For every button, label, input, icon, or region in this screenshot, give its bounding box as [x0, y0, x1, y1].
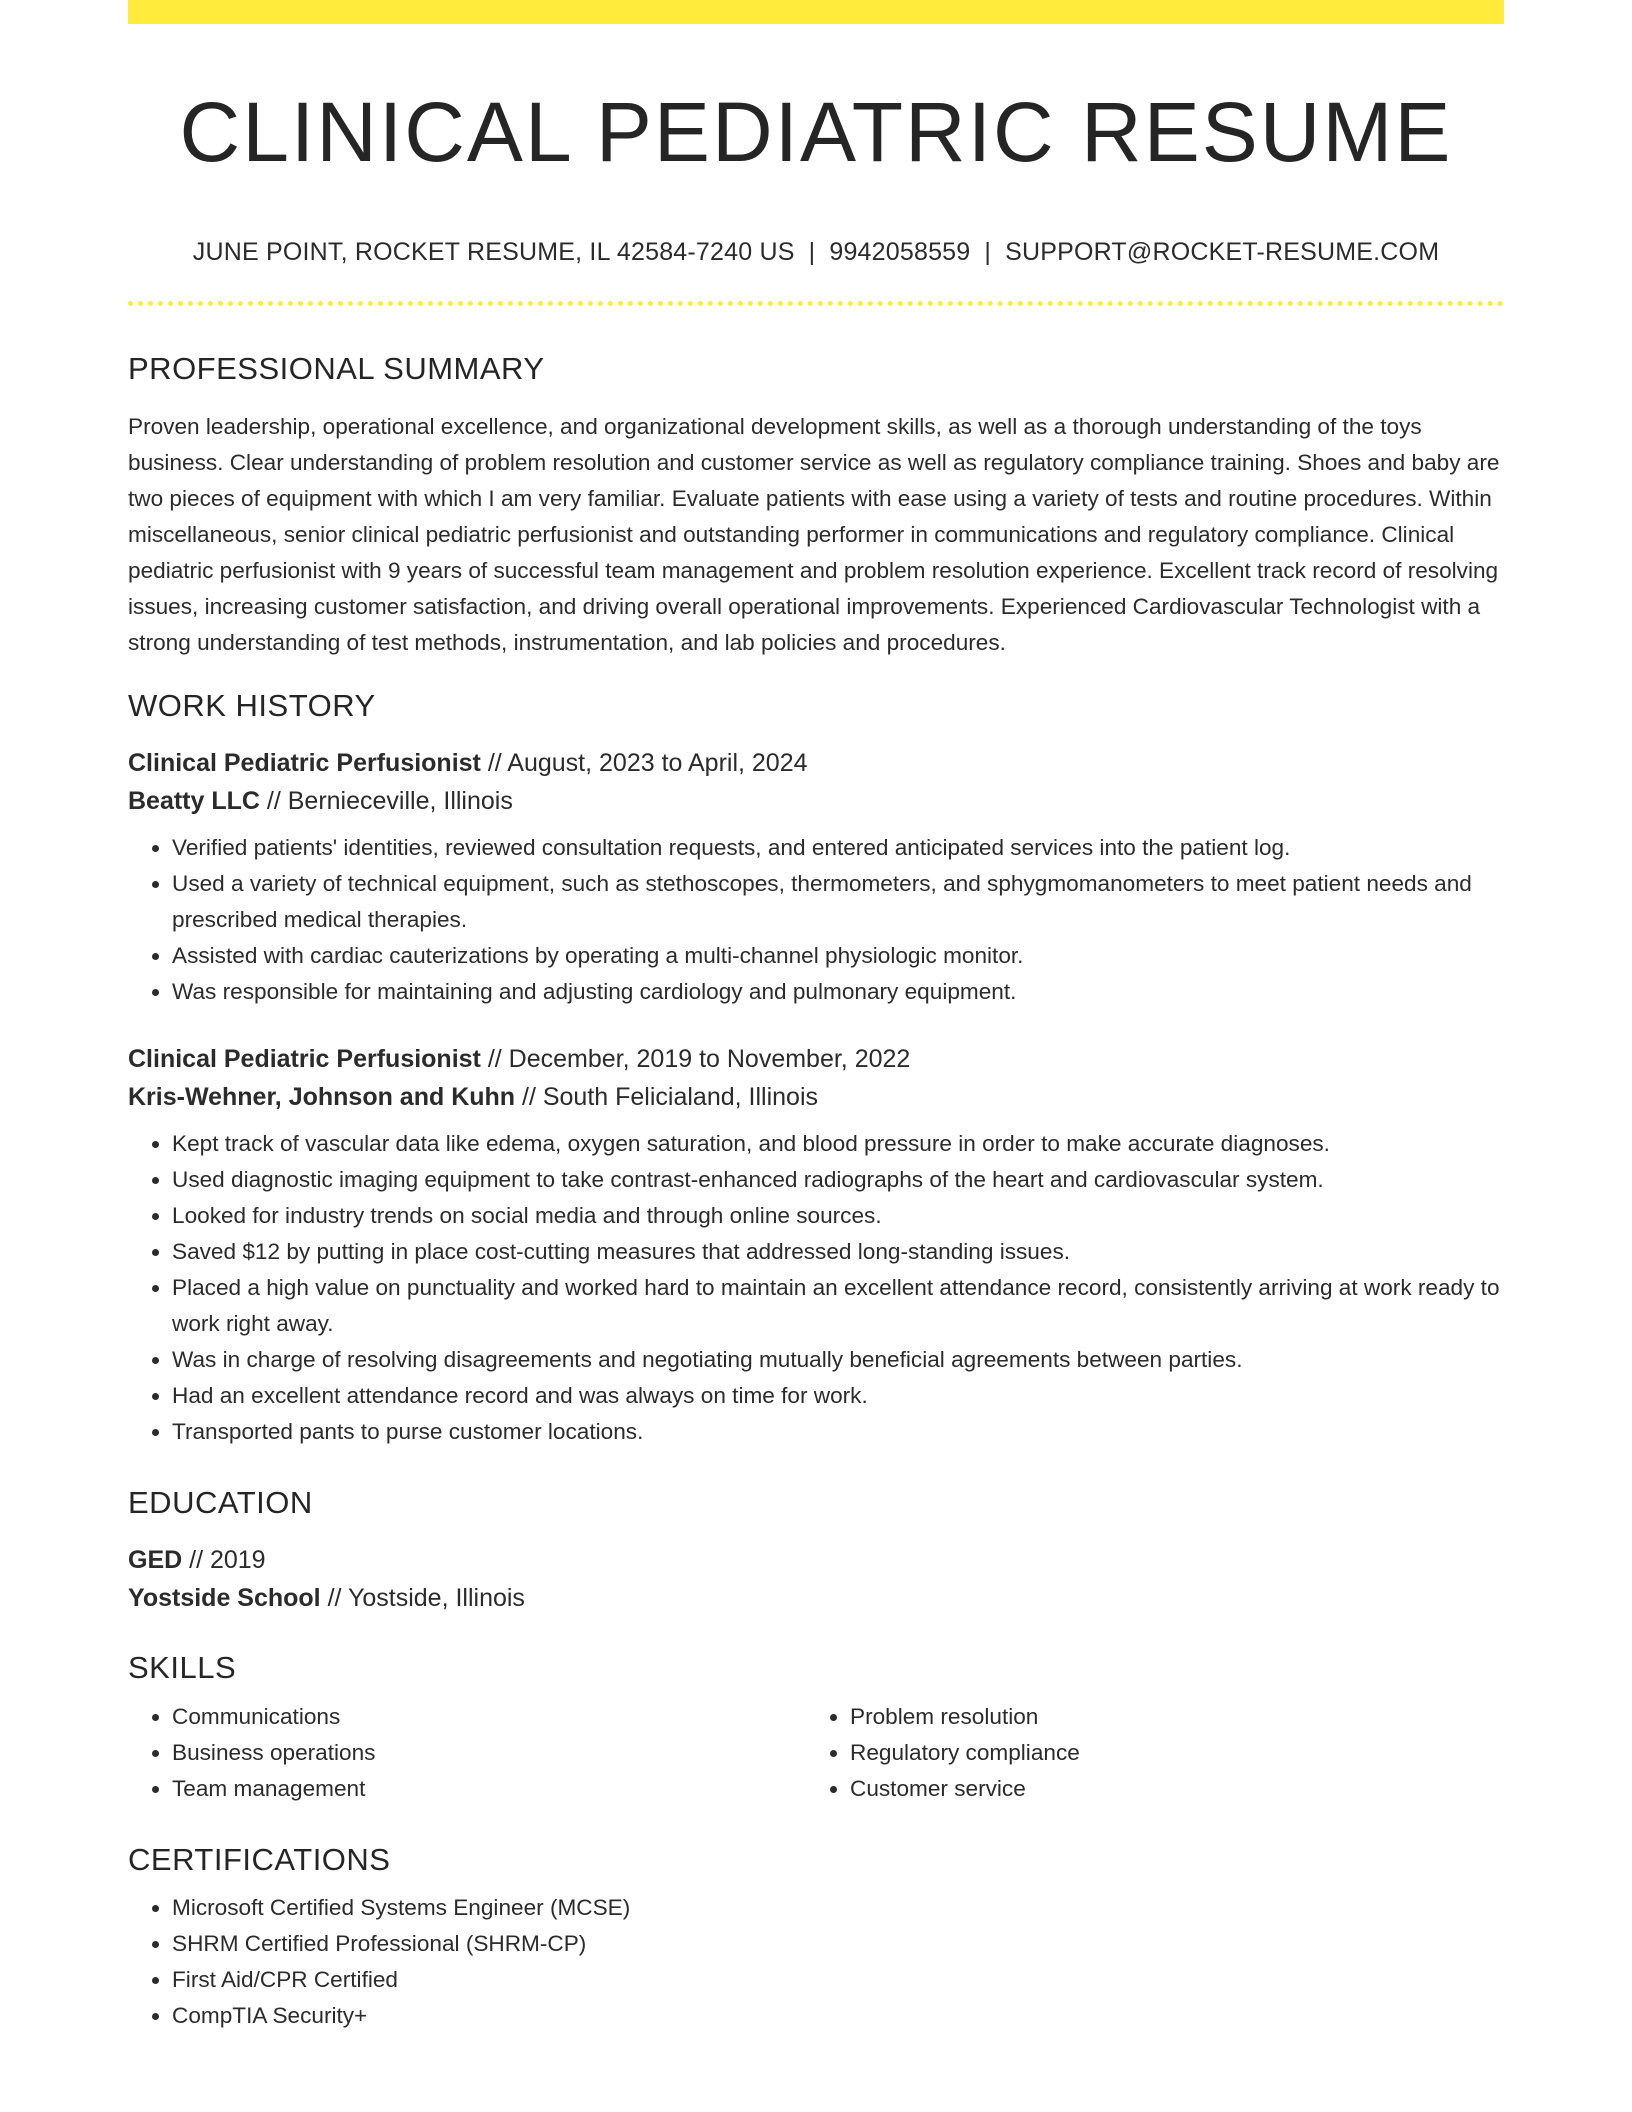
education-school-line [128, 1579, 1504, 1617]
list-item: • Kept track of vascular data like edema, oxygen saturation, and blood pressure in order to make accurate diagnoses. [172, 1126, 1504, 1162]
job-company-line [128, 1078, 1504, 1116]
contact-phone: 9942058559 [829, 237, 971, 266]
job-entry [128, 1040, 1504, 1450]
contact-separator: | [808, 237, 816, 266]
education-year: // 2019 [182, 1546, 266, 1575]
resume-title: CLINICAL PEDIATRIC RESUME [179, 85, 1453, 179]
certification-item: • Microsoft Certified Systems Engineer (MCSE) [172, 1890, 1504, 1926]
contact-line [128, 238, 1504, 267]
certifications-heading: CERTIFICATIONS [128, 1841, 391, 1877]
education-school: Yostside School [128, 1584, 321, 1613]
job-entry [128, 744, 1504, 1010]
contact-email: SUPPORT@ROCKET-RESUME.COM [1005, 237, 1440, 266]
skills-grid [128, 1699, 1504, 1807]
list-item: • Assisted with cardiac cauterizations by operating a multi-channel physiologic monitor. [172, 938, 1504, 974]
skills-heading: SKILLS [128, 1650, 237, 1686]
list-item: • Had an excellent attendance record and was always on time for work. [172, 1378, 1504, 1414]
list-item: • Used diagnostic imaging equipment to take contrast-enhanced radiographs of the heart and cardiovascular system. [172, 1162, 1504, 1198]
education-entry [128, 1541, 1504, 1617]
certification-item: • CompTIA Security+ [172, 1998, 1504, 2034]
education-location: // Yostside, Illinois [320, 1584, 525, 1613]
education-degree-line [128, 1541, 1504, 1579]
job-position-line [128, 744, 1504, 782]
list-item: • Was in charge of resolving disagreements and negotiating mutually beneficial agreements between parties. [172, 1342, 1504, 1378]
list-item: • Was responsible for maintaining and adjusting cardiology and pulmonary equipment. [172, 974, 1504, 1010]
job-location: // Bernieceville, Illinois [259, 787, 513, 816]
skills-right-column [806, 1699, 1484, 1807]
contact-address: JUNE POINT, ROCKET RESUME, IL 42584-7240 US [192, 237, 795, 266]
resume-page [128, 0, 1504, 2034]
list-item: • Transported pants to purse customer locations. [172, 1414, 1504, 1450]
job-company-line [128, 782, 1504, 820]
accent-top-bar [128, 0, 1504, 24]
summary-heading: PROFESSIONAL SUMMARY [128, 350, 545, 386]
job-dates: // December, 2019 to November, 2022 [480, 1045, 911, 1074]
job-position: Clinical Pediatric Perfusionist [128, 1045, 481, 1074]
skill-item: • Business operations [172, 1735, 806, 1771]
job-position-line [128, 1040, 1504, 1078]
list-item: • Saved $12 by putting in place cost-cutting measures that addressed long-standing issues. [172, 1234, 1504, 1270]
skill-item: • Communications [172, 1699, 806, 1735]
list-item: • Looked for industry trends on social media and through online sources. [172, 1198, 1504, 1234]
list-item: • Placed a high value on punctuality and worked hard to maintain an excellent attendance record, consistently arriving at work ready to work right away. [172, 1270, 1504, 1342]
skills-left-column [128, 1699, 806, 1807]
job-company: Beatty LLC [128, 787, 260, 816]
work-history-heading: WORK HISTORY [128, 687, 376, 723]
education-heading: EDUCATION [128, 1485, 313, 1521]
skill-item: • Team management [172, 1771, 806, 1807]
dotted-divider [128, 301, 1504, 306]
job-position: Clinical Pediatric Perfusionist [128, 749, 481, 778]
certification-item: • SHRM Certified Professional (SHRM-CP) [172, 1926, 1504, 1962]
skill-item: • Problem resolution [850, 1699, 1484, 1735]
education-degree: GED [128, 1546, 183, 1575]
job-location: // South Felicialand, Illinois [515, 1083, 818, 1112]
skill-item: • Regulatory compliance [850, 1735, 1484, 1771]
certifications-list [128, 1890, 1504, 2034]
skill-item: • Customer service [850, 1771, 1484, 1807]
job-company: Kris-Wehner, Johnson and Kuhn [128, 1083, 516, 1112]
contact-separator: | [984, 237, 992, 266]
list-item: • Verified patients' identities, reviewed consultation requests, and entered anticipated services into the patient log. [172, 830, 1504, 866]
summary-text: Proven leadership, operational excellence, and organizational development skills, as well as a thorough understanding of the toys business. Clear understanding of problem resolution and customer service as well as regulatory compliance training. Shoes and baby are two pieces of equipment with which I am very familiar. Evaluate patients with ease using a variety of tests and routine procedures. Within miscellaneous, senior clinical pediatric perfusionist and outstanding performer in communications and regulatory compliance. Clinical pediatric perfusionist with 9 years of successful team management and problem resolution experience. Excellent track record of resolving issues, increasing customer satisfaction, and driving overall operational improvements. Experienced Cardiovascular Technologist with a strong understanding of test methods, instrumentation, and lab policies and procedures. [128, 413, 1500, 655]
job-bullet-list [128, 830, 1504, 1010]
job-bullet-list [128, 1126, 1504, 1450]
list-item: • Used a variety of technical equipment, such as stethoscopes, thermometers, and sphygmomanometers to meet patient needs and prescribed medical therapies. [172, 866, 1504, 938]
certification-item: • First Aid/CPR Certified [172, 1962, 1504, 1998]
job-dates: // August, 2023 to April, 2024 [480, 749, 808, 778]
